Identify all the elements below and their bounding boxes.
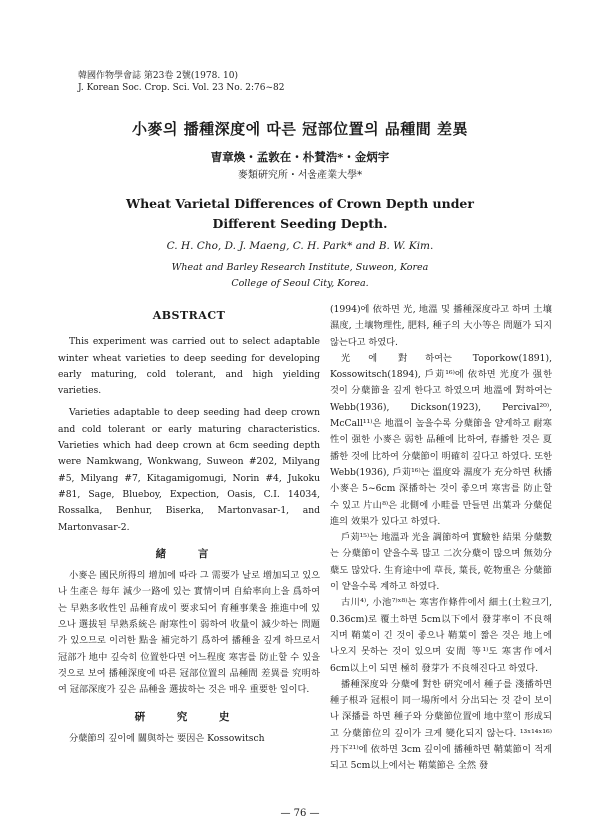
history-paragraph-1-continued: (1994)에 依하면 光, 地溫 및 播種深度라고 하며 土壤濕度, 土壤物理性, 肥料, 種子의 大小等은 問題가 되지 않는다고 하였다. bbox=[330, 304, 552, 348]
affiliation-english-line1: Wheat and Barley Research Institute, Suweon, Korea bbox=[171, 262, 429, 273]
paper-title-english-line1: Wheat Varietal Differences of Crown Depth under bbox=[126, 196, 474, 211]
affiliation-english-line2: College of Seoul City, Korea. bbox=[231, 278, 369, 289]
history-paragraph-5: 播種深度와 分蘖에 對한 硏究에서 種子를 淺播하면 種子根과 冠根이 同一場所에서 分出되는 것 같이 보이나 深播를 하면 種子와 分蘖節位置에 地中莖이 形成되고 分蘖節位의 깊이가 크게 變化되지 않는다. ¹³ˣ¹⁴ˣ¹⁶⁾ 丹下²¹⁾에 依하면 3cm 깊이에 播種하면 鞘葉節이 적게 되고 5cm以上에서는 鞘葉節은 全然 發 bbox=[330, 678, 552, 772]
introduction-paragraph: 小麥은 國民所得의 增加에 따라 그 需要가 날로 增加되고 있으나 生產은 每年 減少一路에 있는 實情이며 自給率向上을 爲하여는 早熟多收性인 品種育成이 要求되어 育種事業을 推進中에 있으나 選拔된 早熟系統은 耐寒性이 弱하여 收量이 減少하는 問題가 있으므로 이러한 點을 補完하기 爲하여 播種을 깊게 하므로서 冠部가 地中 깊숙히 位置한다면 어느程度 寒害를 防止할 수 있을 것으로 보여 播種深度에 따른 冠部位置의 品種間 差異를 究明하여 冠部深度가 깊은 品種을 選拔하는 것은 매우 重要한 일이다. bbox=[58, 570, 320, 696]
left-column bbox=[58, 302, 320, 747]
paper-title-english bbox=[0, 194, 600, 234]
abstract-paragraph-1: This experiment was carried out to select adaptable winter wheat varieties to deep seeding for developing early maturing, cold tolerant, and high yielding varieties. bbox=[58, 336, 320, 397]
page-number: — 76 — bbox=[280, 808, 320, 819]
affiliation-english bbox=[0, 260, 600, 292]
history-paragraph-2: 光에 對하여는 Toporkow(1891), Kossowitsch(1894), 戶苅¹⁶⁾에 依하면 光度가 强한 것이 分蘖節을 깊게 한다고 하였으며 地溫에 對하여는 Webb(1936), Dickson(1923), Percival²⁰⁾, McCall¹¹⁾은 地溫이 높을수록 分蘖節을 얕게하고 耐寒性이 强한 小麥은 弱한 品種에 比하여, 春播한 것은 夏播한 것에 比하여 分蘖節이 明確히 깊다고 하였다. 또한 Webb(1936), 戶苅¹⁶⁾는 溫度와 濕度가 充分하면 秋播小麥은 5~6cm 深播하는 것이 좋으며 寒害를 防止할 수 있고 片山⁸⁾은 北側에 小畦를 만들면 出葉과 分蘖促進의 效果가 있다고 하였다. bbox=[330, 352, 552, 527]
history-heading: 硏 究 史 bbox=[134, 710, 244, 723]
journal-citation-ko: 韓國作物學會誌 第23卷 2號(1978. 10) bbox=[78, 71, 239, 81]
history-paragraph-4: 古川⁴⁾, 小池⁷⁾ˣ⁸⁾는 寒害作條件에서 細土(土粒크기, 0.36cm)로 覆土하면 5cm以下에서 發芽率이 不良해지며 鞘葉이 긴 것이 좋으나 鞘葉이 짧은 것은 地上에 나오지 못하는 것이 있으며 安間 等¹⁾도 寒害作에서 6cm以上이 되면 極히 發芽가 不良해진다고 하였다. bbox=[330, 597, 552, 674]
affiliation-korean: 麥類硏究所・서울產業大學* bbox=[237, 170, 363, 181]
journal-citation bbox=[78, 70, 285, 94]
authors-english: C. H. Cho, D. J. Maeng, C. H. Park* and B. W. Kim. bbox=[166, 240, 434, 252]
paper-title-english-line2: Different Seeding Depth. bbox=[212, 216, 388, 231]
authors-korean: 曺章煥・孟敦在・朴賛浩*・金炳宇 bbox=[210, 150, 390, 164]
history-paragraph-3: 戶苅¹⁵⁾는 地溫과 光을 調節하여 實驗한 結果 分蘖數는 分蘖節이 얕을수록 많고 二次分蘖이 많으며 無効分蘖도 많았다. 生育途中에 草長, 葉長, 乾物重은 分蘖節이 얕을수록 계하고 하였다. bbox=[330, 532, 552, 593]
paper-title-korean: 小麥의 播種深度에 따른 冠部位置의 品種間 差異 bbox=[131, 120, 469, 138]
journal-citation-en: J. Korean Soc. Crop. Sci. Vol. 23 No. 2:76~82 bbox=[78, 83, 285, 93]
introduction-heading: 緒 言 bbox=[155, 547, 223, 560]
abstract-heading: ABSTRACT bbox=[152, 309, 226, 322]
right-column bbox=[330, 302, 552, 775]
abstract-paragraph-2: Varieties adaptable to deep seeding had deep crown and cold tolerant or early maturing characteristics. Varieties which had deep crown at 6cm seeding depth were Namkwang, Wonkwang, Suweon #202, Milyang #5, Milyang #7, Kitagamigomugi, Norin #4, Jukoku #81, Sage, Blueboy, Expection, Oasis, C.I. 14034, Rossalka, Benhur, Biserka, Martonvasar-1, and Martonvasar-2. bbox=[58, 407, 320, 533]
history-paragraph-1-start: 分蘖節의 깊이에 關與하는 要因은 Kossowitsch bbox=[69, 732, 265, 744]
